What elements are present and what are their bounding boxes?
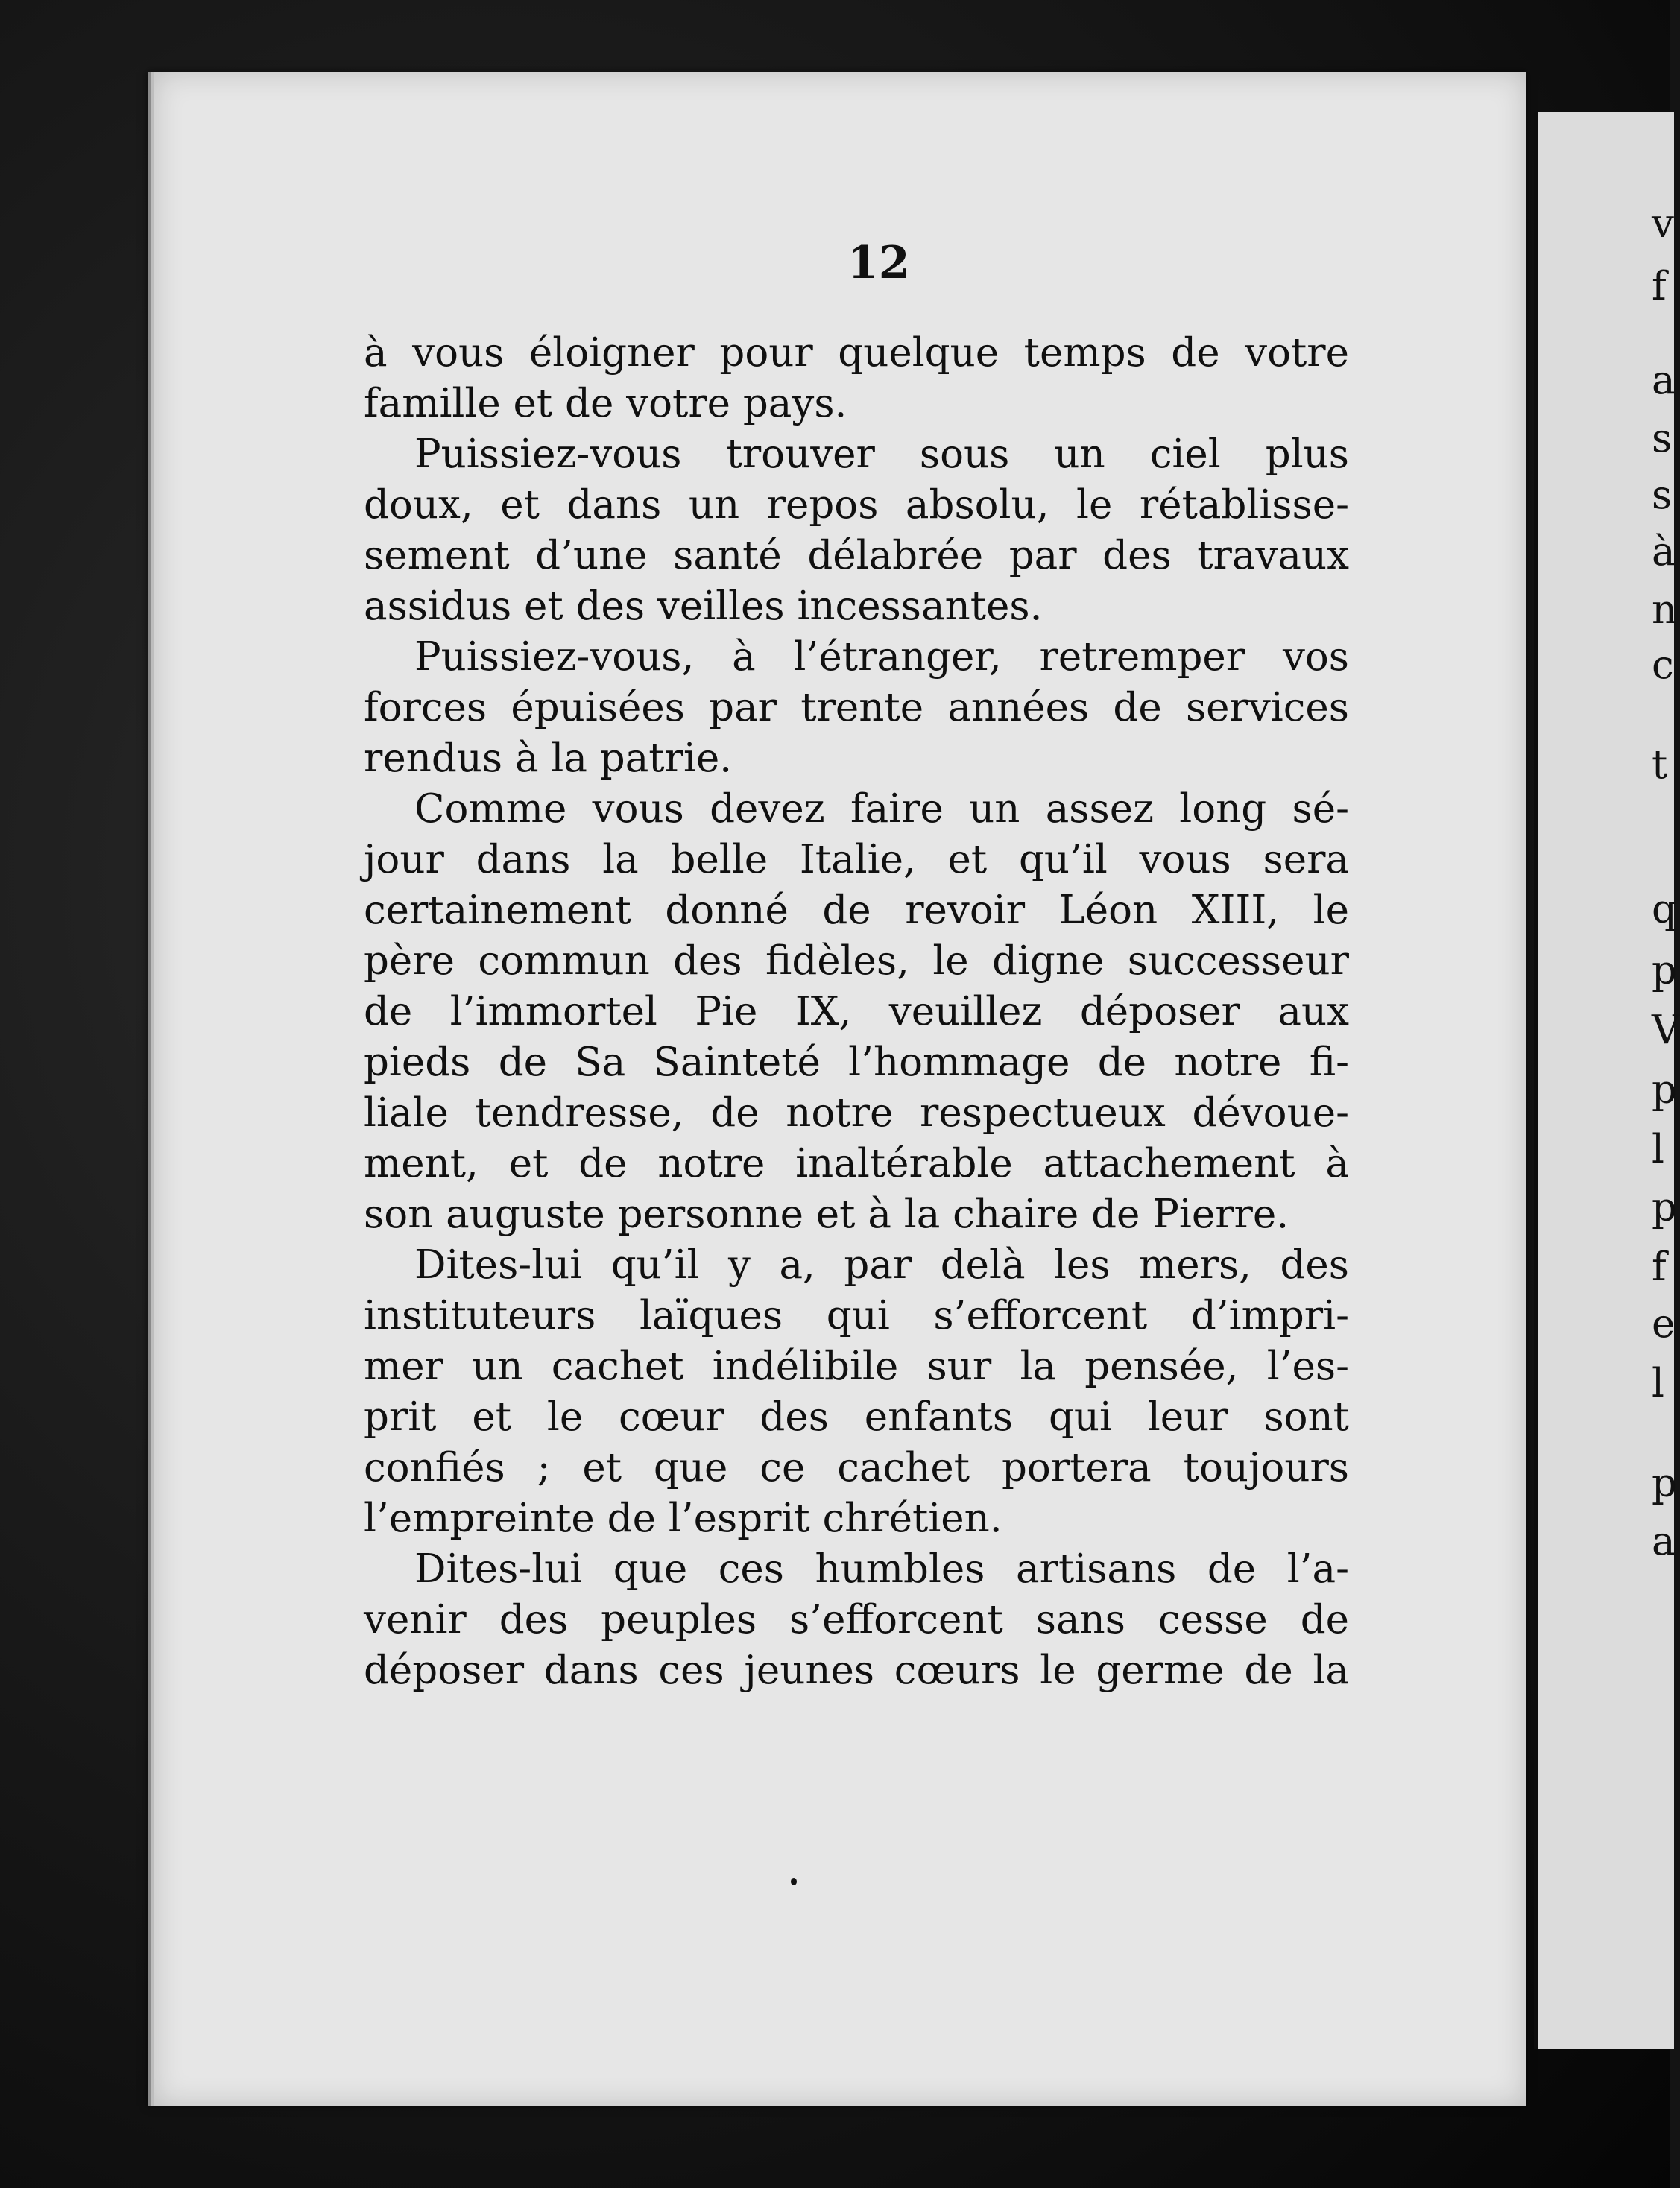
adjacent-page-fragment: l bbox=[1652, 1127, 1664, 1172]
adjacent-page-fragment: p bbox=[1652, 1461, 1677, 1506]
adjacent-page-fragment: f bbox=[1652, 1245, 1667, 1290]
page-body-text bbox=[364, 328, 1349, 1696]
text-line: de l’immortel Pie IX, veuillez déposer aux bbox=[364, 989, 1349, 1034]
text-line: Dites-lui que ces humbles artisans de l’a- bbox=[414, 1546, 1349, 1592]
text-line: famille et de votre pays. bbox=[364, 381, 847, 426]
adjacent-page-fragment: a bbox=[1652, 1519, 1676, 1564]
adjacent-page-fragment: s bbox=[1652, 472, 1673, 518]
adjacent-page-fragment: q bbox=[1652, 887, 1677, 932]
adjacent-page-fragment: v bbox=[1652, 201, 1674, 247]
adjacent-page-fragment: t bbox=[1652, 742, 1668, 788]
page-number: 12 bbox=[847, 237, 910, 289]
text-line: venir des peuples s’efforcent sans cesse de bbox=[364, 1597, 1349, 1642]
adjacent-page-fragment: c bbox=[1652, 642, 1674, 688]
text-line: déposer dans ces jeunes cœurs le germe de la bbox=[364, 1648, 1349, 1693]
text-line: confiés ; et que ce cachet portera toujours bbox=[364, 1445, 1349, 1490]
text-line: à vous éloigner pour quelque temps de votre bbox=[364, 330, 1349, 376]
adjacent-page-fragment: n bbox=[1652, 587, 1678, 633]
adjacent-page-fragment: l bbox=[1652, 1361, 1664, 1406]
text-line: certainement donné de revoir Léon XIII, le bbox=[364, 888, 1349, 933]
text-line: forces épuisées par trente années de services bbox=[364, 685, 1349, 730]
text-line: mer un cachet indélibile sur la pensée, l’es- bbox=[364, 1344, 1349, 1389]
adjacent-page-fragment: p bbox=[1652, 1185, 1677, 1230]
text-line: pieds de Sa Sainteté l’hommage de notre fi- bbox=[364, 1040, 1349, 1085]
adjacent-page-fragment: p bbox=[1652, 1067, 1677, 1113]
adjacent-page-fragment: s bbox=[1652, 416, 1673, 461]
text-line: instituteurs laïques qui s’efforcent d’impri- bbox=[364, 1293, 1349, 1338]
text-line: jour dans la belle Italie, et qu’il vous sera bbox=[364, 837, 1349, 882]
text-line: sement d’une santé délabrée par des travaux bbox=[364, 533, 1349, 578]
adjacent-page-fragment: e bbox=[1652, 1301, 1676, 1347]
text-line: son auguste personne et à la chaire de Pierre. bbox=[364, 1192, 1289, 1237]
text-line: Puissiez-vous trouver sous un ciel plus bbox=[414, 431, 1349, 477]
adjacent-page-edge bbox=[1534, 112, 1680, 2049]
text-line: doux, et dans un repos absolu, le rétablisse- bbox=[364, 482, 1349, 528]
text-line: assidus et des veilles incessantes. bbox=[364, 584, 1043, 629]
text-line: prit et le cœur des enfants qui leur sont bbox=[364, 1394, 1349, 1440]
adjacent-page-fragment: à bbox=[1652, 529, 1676, 575]
text-line: Puissiez-vous, à l’étranger, retremper vos bbox=[414, 634, 1349, 680]
adjacent-page-fragment: f bbox=[1652, 264, 1667, 309]
adjacent-page-fragment: p bbox=[1652, 948, 1677, 993]
adjacent-page-fragment: V bbox=[1652, 1008, 1680, 1053]
page-edge bbox=[148, 72, 151, 2106]
text-line: rendus à la patrie. bbox=[364, 736, 733, 781]
printer-mark bbox=[791, 1878, 797, 1885]
text-line: l’empreinte de l’esprit chrétien. bbox=[364, 1496, 1002, 1541]
text-line: père commun des fidèles, le digne successeur bbox=[364, 938, 1349, 984]
text-line: ment, et de notre inaltérable attachement à bbox=[364, 1141, 1349, 1186]
text-line: Dites-lui qu’il y a, par delà les mers, des bbox=[414, 1242, 1349, 1288]
text-line: liale tendresse, de notre respectueux dévoue- bbox=[364, 1090, 1349, 1136]
adjacent-page-fragment: a bbox=[1652, 358, 1676, 403]
text-line: Comme vous devez faire un assez long sé- bbox=[414, 786, 1349, 832]
